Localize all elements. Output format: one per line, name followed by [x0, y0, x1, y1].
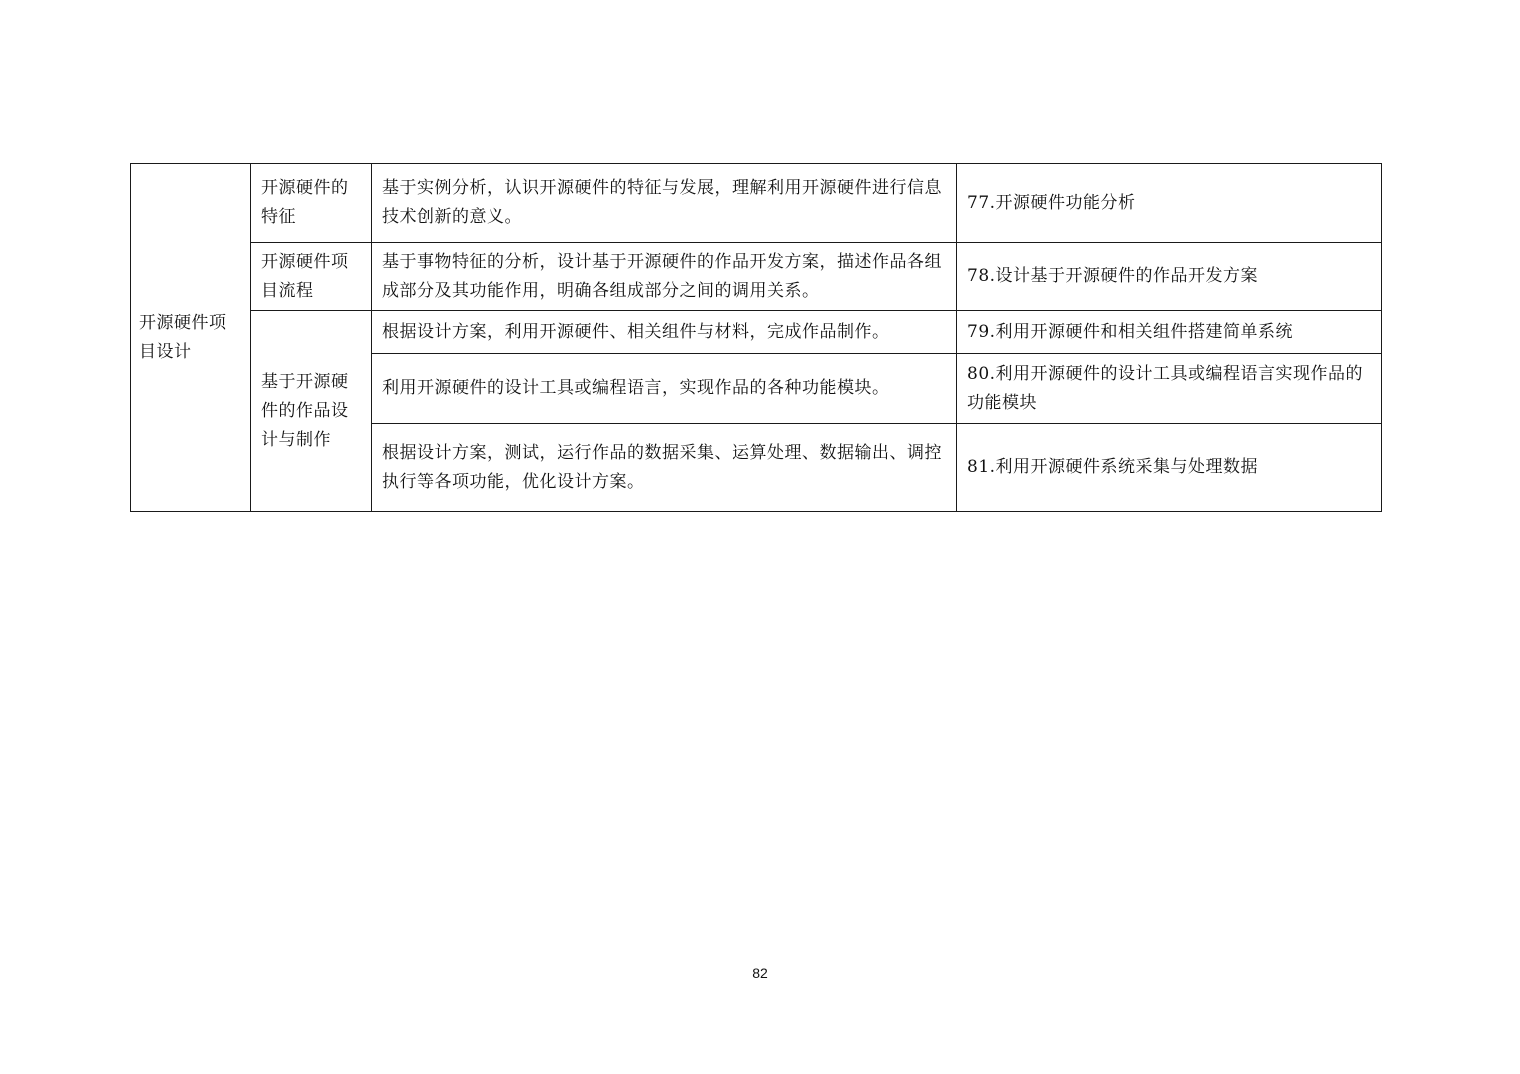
subtopic-cell: 开源硬件的特征	[251, 164, 372, 243]
table-row	[131, 164, 1382, 243]
requirement-cell: 基于实例分析，认识开源硬件的特征与发展，理解利用开源硬件进行信息技术创新的意义。	[372, 164, 957, 243]
item-cell: 81.利用开源硬件系统采集与处理数据	[957, 424, 1382, 512]
table-row	[131, 243, 1382, 311]
table-row	[131, 311, 1382, 354]
page-number: 82	[752, 965, 768, 981]
item-cell: 79.利用开源硬件和相关组件搭建简单系统	[957, 311, 1382, 354]
requirement-cell: 根据设计方案，测试，运行作品的数据采集、运算处理、数据输出、调控执行等各项功能，优化设计方案。	[372, 424, 957, 512]
standards-table	[130, 163, 1382, 512]
item-cell: 77.开源硬件功能分析	[957, 164, 1382, 243]
subtopic-cell: 基于开源硬件的作品设计与制作	[251, 311, 372, 512]
item-cell: 78.设计基于开源硬件的作品开发方案	[957, 243, 1382, 311]
subtopic-cell: 开源硬件项目流程	[251, 243, 372, 311]
item-cell: 80.利用开源硬件的设计工具或编程语言实现作品的功能模块	[957, 354, 1382, 424]
requirement-cell: 基于事物特征的分析，设计基于开源硬件的作品开发方案，描述作品各组成部分及其功能作用，明确各组成部分之间的调用关系。	[372, 243, 957, 311]
requirement-cell: 根据设计方案，利用开源硬件、相关组件与材料，完成作品制作。	[372, 311, 957, 354]
topic-cell: 开源硬件项目设计	[131, 164, 251, 512]
requirement-cell: 利用开源硬件的设计工具或编程语言，实现作品的各种功能模块。	[372, 354, 957, 424]
